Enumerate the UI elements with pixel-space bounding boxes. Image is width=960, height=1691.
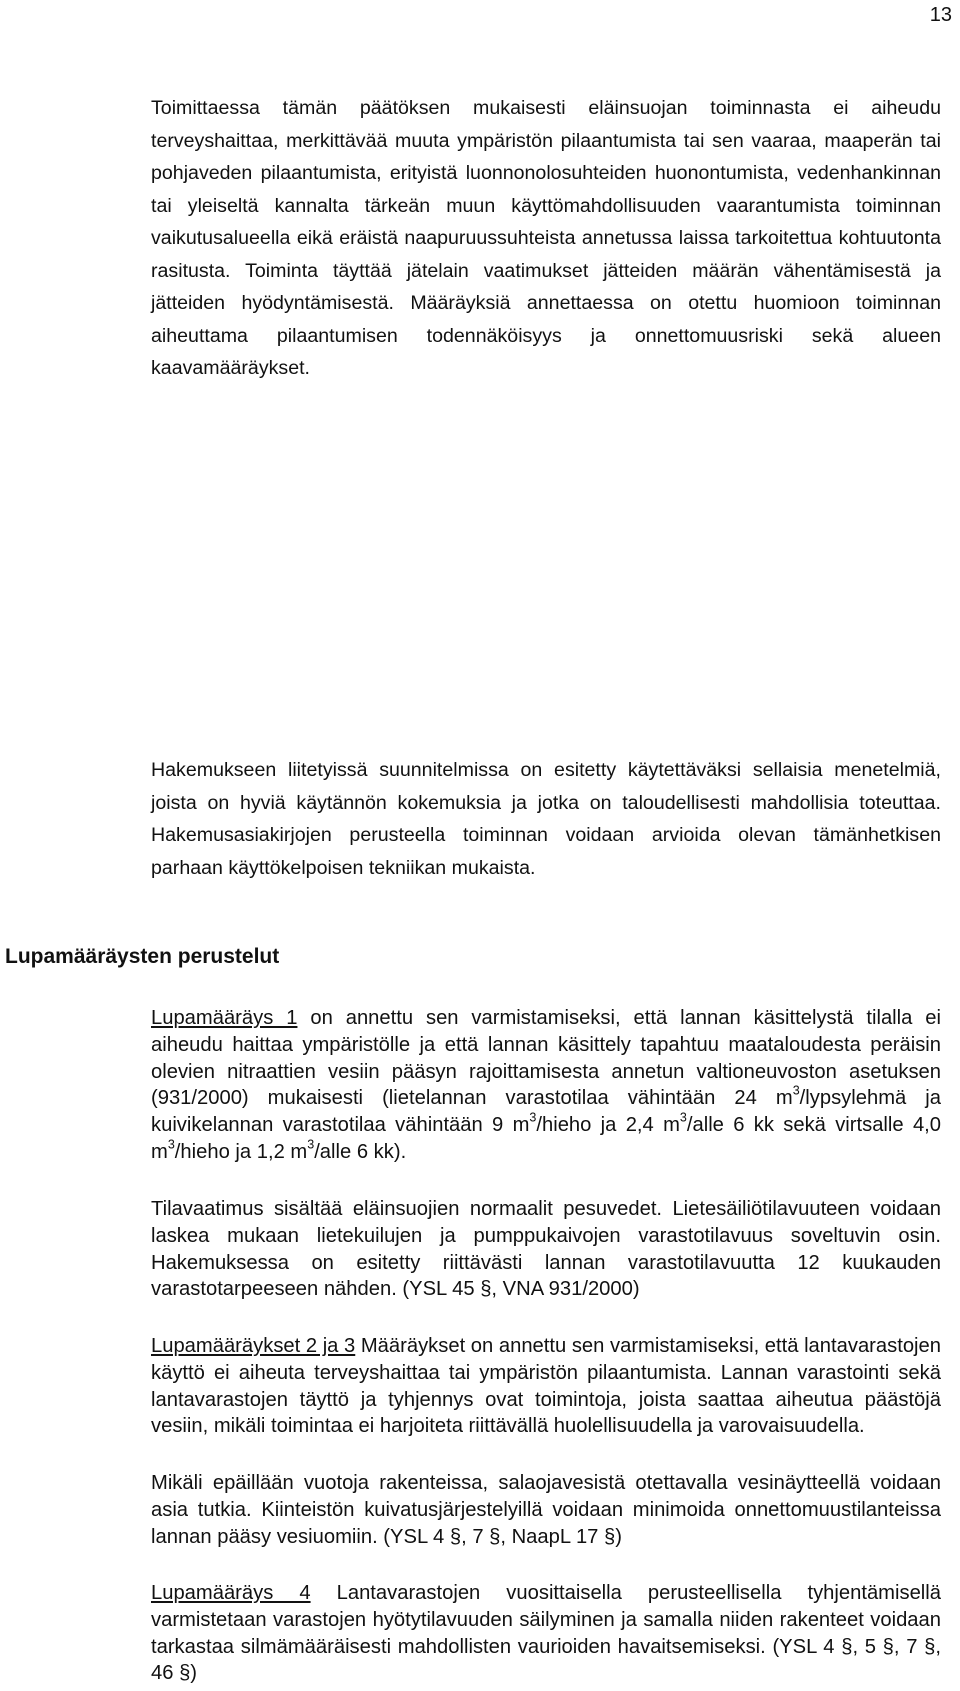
regulation-1-text-6: /alle 6 kk). [314,1140,407,1163]
regulation-1-text-3: /hieho ja 2,4 m [536,1114,680,1136]
regulation-1-text-2: /lypsylehmä ja kuivikelannan varastotilaa vähintään 9 m [151,1087,941,1136]
superscript: 3 [529,1110,537,1125]
regulations-2-3-text: Määräykset on annettu sen varmistamiseksi, että lantavarastojen käyttö ei aiheuta terveyshaittaa tai ympäristön pilaantumista. Lannan varastointi sekä lantavarastojen täyttö ja tyhjennys ovat toimintoja, joista saattaa aiheutua päästöjä vesiin, mikäli toimintaa ei harjoiteta riittävällä huolellisuudella ja varovaisuudella. [151,1335,941,1438]
regulation-1-text-1: on annettu sen varmistamiseksi, että lannan käsittelystä tilalla ei aiheudu haittaa ympäristölle ja että lannan käsittely tapahtuu maataloudesta peräisin olevien nitraattien vesiin pääsyn rajoittamisesta annetun valtioneuvoston asetuksen (931/2000) mukaisesti (lietelannan varastotilaa vähintään 24 m [151,1007,941,1110]
regulations-2-3-label: Lupamääräykset 2 ja 3 [151,1335,356,1357]
regulation-1-label: Lupamääräys 1 [151,1007,298,1029]
superscript: 3 [167,1137,175,1152]
paragraph-storage-capacity: Tilavaatimus sisältää eläinsuojien normaalit pesuvedet. Lietesäiliötilavuuteen voidaan laskea mukaan lietekuilujen ja pumppukaivojen varastotilavuus soveltuvin osin. Hakemuksessa on esitetty riittävästi lannan varastotilavuutta 12 kuukauden varastotarpeeseen nähden. (YSL 45 §, VNA 931/2000) [151,1198,941,1301]
paragraph-regulation-1 [151,1005,941,1166]
paragraph-regulation-4 [151,1580,941,1687]
paragraph-best-available-technique: Hakemukseen liitetyissä suunnitelmissa on esitetty käytettäväksi sellaisia menetelmiä, joista on hyviä käytännön kokemuksia ja jotka on taloudellisesti mahdollisia toteuttaa. Hakemusasiakirjojen perusteella toiminnan voidaan arvioida olevan tämänhetkisen parhaan käyttökelpoisen tekniikan mukaista. [151,759,941,879]
superscript: 3 [792,1083,800,1098]
regulation-4-text: Lantavarastojen vuosittaisella perusteellisella tyhjentämisellä varmistetaan varastojen hyötytilavuuden säilyminen ja samalla niiden rakenteet voidaan tarkastaa silmämääräisesti mahdollisten vaurioiden havaitsemiseksi. (YSL 4 §, 5 §, 7 §, 46 §) [151,1582,941,1685]
section-heading: Lupamääräysten perustelut [5,945,280,968]
paragraph-regulations-2-3 [151,1333,941,1440]
regulation-1-text-4: /alle 6 kk sekä virtsalle 4,0 m [151,1114,942,1163]
page-number: 13 [929,4,952,26]
regulation-4-label: Lupamääräys 4 [151,1582,311,1604]
superscript: 3 [679,1110,687,1125]
regulation-1-text-5: /hieho ja 1,2 m [174,1140,308,1163]
paragraph-leak-investigation: Mikäli epäillään vuotoja rakenteissa, salaojavesistä otettavalla vesinäytteellä voidaan asia tutkia. Kiinteistön kuivatusjärjestelyillä voidaan minimoida onnettomuustilanteissa lannan pääsy vesiuomiin. (YSL 4 §, 7 §, NaapL 17 §) [151,1472,941,1548]
paragraph-environmental-impact: Toimittaessa tämän päätöksen mukaisesti eläinsuojan toiminnasta ei aiheudu terveyshaittaa, merkittävää muuta ympäristön pilaantumista tai sen vaaraa, maaperän tai pohjaveden pilaantumista, erityistä luonnonolosuhteiden huonontumista, vedenhankinnan tai yleiseltä kannalta tärkeän muun käyttömahdollisuuden vaarantumista toiminnan vaikutusalueella eikä eräistä naapuruussuhteista annetussa laissa tarkoitettua kohtuutonta rasitusta. Toiminta täyttää jätelain vaatimukset jätteiden määrän vähentämisestä ja jätteiden hyödyntämisestä. Määräyksiä annettaessa on otettu huomioon toiminnan aiheuttama pilaantumisen todennäköisyys ja onnettomuusriski sekä alueen kaavamääräykset. [151,97,941,379]
superscript: 3 [307,1137,315,1152]
